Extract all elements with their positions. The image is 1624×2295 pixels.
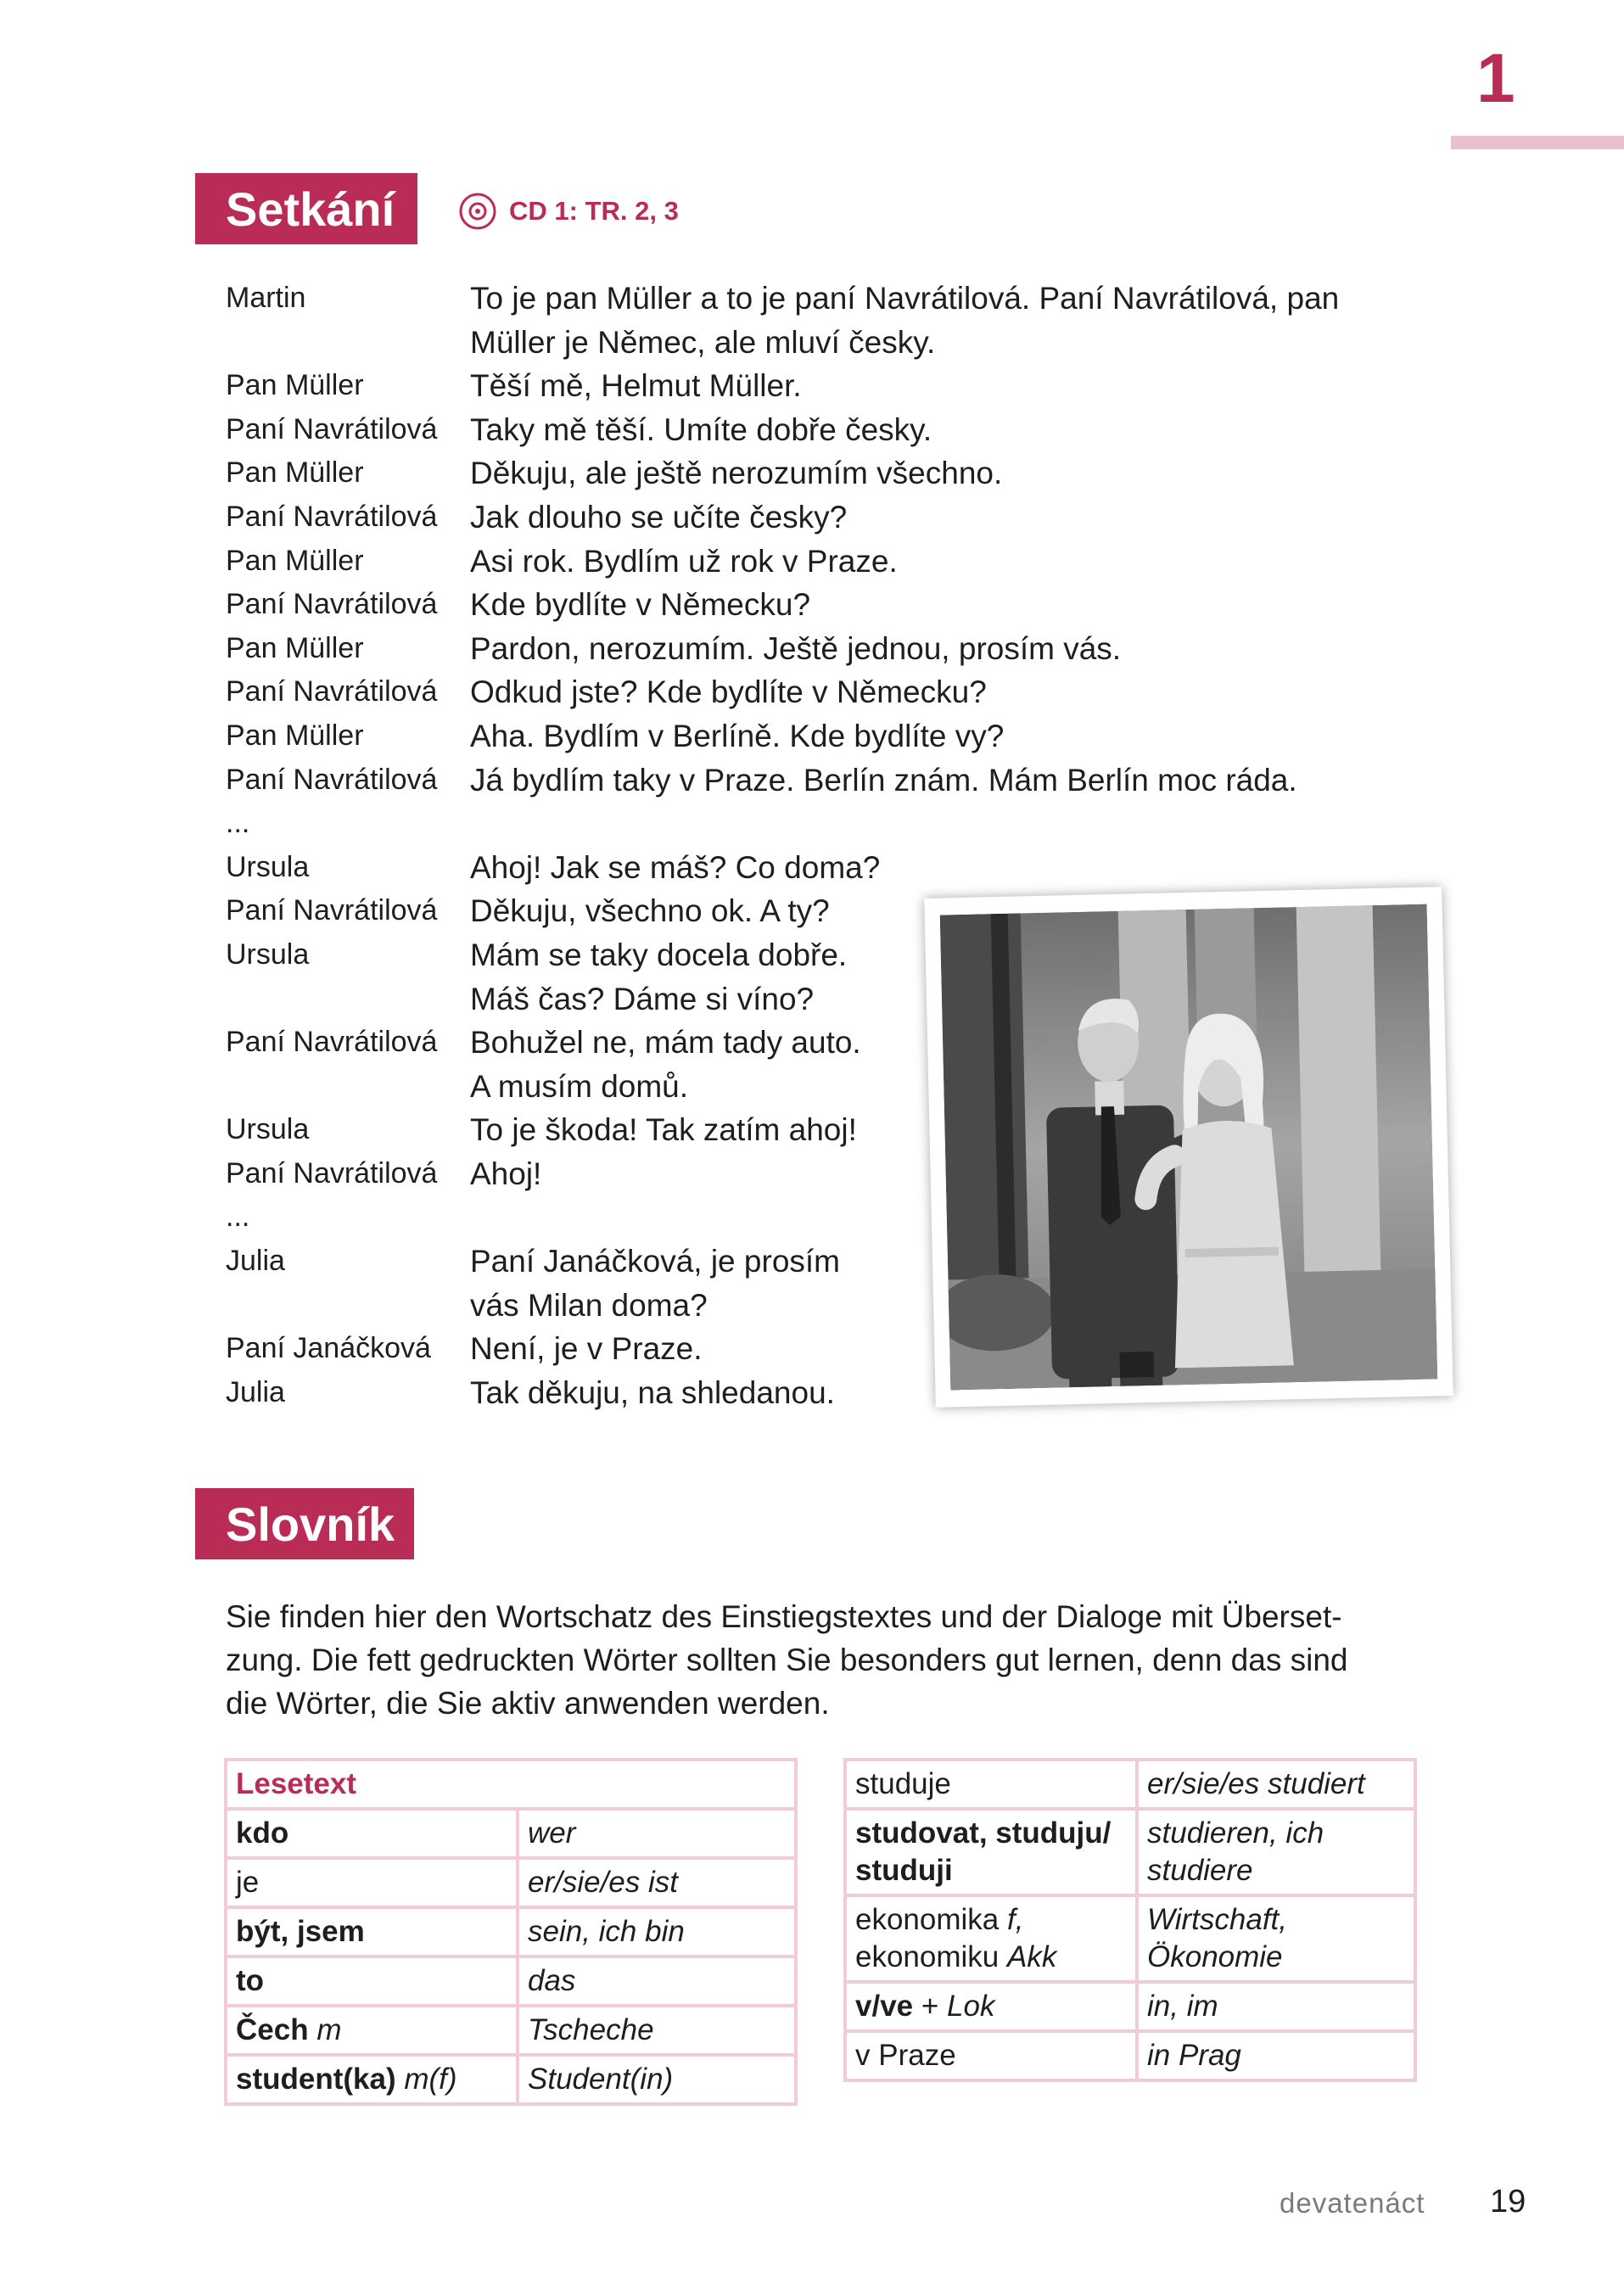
cd-track-label xyxy=(458,192,679,231)
czech-term: studuje xyxy=(847,1761,1135,1807)
speaker xyxy=(226,321,470,365)
speaker: Ursula xyxy=(226,1113,310,1146)
speaker: Pan Müller xyxy=(226,369,364,402)
section-heading-slovnik: Slovník xyxy=(195,1488,414,1559)
photo-frame xyxy=(924,887,1453,1408)
dialog-line xyxy=(226,758,1397,803)
utterance: To je škoda! Tak zatím ahoj! xyxy=(470,1112,857,1148)
dialog-line xyxy=(226,670,1397,714)
dialog-line xyxy=(226,364,1397,408)
utterance xyxy=(470,802,1397,846)
speaker: Paní Navrátilová xyxy=(226,675,438,708)
speaker: Martin xyxy=(226,282,306,314)
intro-line: zung. Die fett gedruckten Wörter sollten Sie besonders gut lernen, denn das sind xyxy=(226,1643,1348,1677)
speaker: Paní Janáčková xyxy=(226,1332,431,1365)
table-row xyxy=(227,2057,794,2102)
speaker: Pan Müller xyxy=(226,456,364,490)
utterance: Těší mě, Helmut Müller. xyxy=(470,368,802,404)
speaker: Julia xyxy=(226,1375,285,1408)
czech-term: student(ka) m(f) xyxy=(227,2057,516,2102)
utterance: Paní Janáčková, je prosím xyxy=(470,1244,840,1279)
dialog-line xyxy=(226,714,1397,758)
czech-term: v Praze xyxy=(847,2033,1135,2079)
german-translation: er/sie/es studiert xyxy=(1139,1761,1414,1807)
utterance: Ahoj! Jak se máš? Co doma? xyxy=(470,849,881,885)
german-translation: studieren, ich studiere xyxy=(1139,1811,1414,1894)
speaker: Ursula xyxy=(226,850,310,883)
speaker: Paní Navrátilová xyxy=(226,588,438,621)
dialog-line xyxy=(226,277,1397,321)
speaker xyxy=(226,977,470,1022)
dialog-line xyxy=(226,495,1397,540)
german-translation: das xyxy=(519,1958,794,2004)
utterance: Máš čas? Dáme si víno? xyxy=(470,981,815,1016)
table-row xyxy=(847,1984,1414,2029)
vocab-table-left xyxy=(224,1758,798,2106)
table-row xyxy=(227,1909,794,1955)
utterance: Kde bydlíte v Německu? xyxy=(470,587,811,623)
czech-term: ekonomika f, ekonomiku Akk xyxy=(847,1897,1135,1980)
photo-two-people-greeting xyxy=(940,904,1438,1391)
utterance: Taky mě těší. Umíte dobře česky. xyxy=(470,411,932,447)
table-row xyxy=(227,1860,794,1906)
cd-track-text: CD 1: TR. 2, 3 xyxy=(509,196,679,226)
chapter-bar xyxy=(1451,136,1624,149)
utterance: Müller je Němec, ale mluví česky. xyxy=(470,324,936,360)
speaker xyxy=(226,1284,470,1328)
utterance: Já bydlím taky v Praze. Berlín znám. Mám Berlín moc ráda. xyxy=(470,762,1297,798)
utterance: Asi rok. Bydlím už rok v Praze. xyxy=(470,543,898,579)
dialog-line xyxy=(226,627,1397,671)
czech-term: Čech m xyxy=(227,2007,516,2053)
table-row xyxy=(227,1958,794,2004)
gender-mark: m xyxy=(316,2013,342,2046)
gender-mark: m(f) xyxy=(404,2063,457,2096)
speaker: Paní Navrátilová xyxy=(226,763,438,796)
dialog-line xyxy=(226,846,1397,890)
speaker: Paní Navrátilová xyxy=(226,412,438,445)
speaker: Paní Navrátilová xyxy=(226,1156,438,1189)
czech-term: kdo xyxy=(227,1811,516,1856)
table-header: Lesetext xyxy=(227,1761,794,1807)
czech-term: být, jsem xyxy=(227,1909,516,1955)
czech-term: je xyxy=(227,1860,516,1906)
intro-paragraph xyxy=(226,1595,1388,1725)
utterance: Děkuju, ale ještě nerozumím všechno. xyxy=(470,456,1003,491)
table-row xyxy=(847,1811,1414,1894)
utterance: Děkuju, všechno ok. A ty? xyxy=(470,893,830,929)
czech-term: studovat, studuju/ studuji xyxy=(847,1811,1135,1894)
german-translation: Wirtschaft, Ökonomie xyxy=(1139,1897,1414,1980)
speaker xyxy=(226,1065,470,1109)
utterance: Odkud jste? Kde bydlíte v Německu? xyxy=(470,675,987,710)
cd-icon xyxy=(458,192,497,231)
section-heading-setkani: Setkání xyxy=(195,173,417,244)
speaker: ... xyxy=(226,807,250,840)
vocab-table-right xyxy=(843,1758,1417,2082)
german-translation: er/sie/es ist xyxy=(519,1860,794,1906)
table-row xyxy=(847,1897,1414,1980)
utterance: Aha. Bydlím v Berlíně. Kde bydlíte vy? xyxy=(470,718,1005,753)
chapter-number: 1 xyxy=(1476,40,1515,117)
page-number-word: devatenáct xyxy=(1280,2187,1425,2219)
speaker: Pan Müller xyxy=(226,544,364,577)
speaker: Pan Müller xyxy=(226,719,364,752)
utterance: Bohužel ne, mám tady auto. xyxy=(470,1025,861,1061)
german-translation: sein, ich bin xyxy=(519,1909,794,1955)
czech-term: to xyxy=(227,1958,516,2004)
utterance: Tak děkuju, na shledanou. xyxy=(470,1374,835,1410)
table-row xyxy=(227,2007,794,2053)
speaker: Julia xyxy=(226,1245,285,1278)
utterance: Není, je v Praze. xyxy=(470,1331,703,1367)
german-translation: wer xyxy=(519,1811,794,1856)
dialog-line xyxy=(226,321,1397,365)
czech-term: v/ve + Lok xyxy=(847,1984,1135,2029)
utterance: Mám se taky docela dobře. xyxy=(470,937,848,972)
speaker: Pan Müller xyxy=(226,631,364,664)
dialog-line xyxy=(226,802,1397,846)
utterance: vás Milan doma? xyxy=(470,1287,708,1323)
utterance: To je pan Müller a to je paní Navrátilová. Paní Navrátilová, pan xyxy=(470,281,1340,316)
speaker: Paní Navrátilová xyxy=(226,1026,438,1059)
page-number: 19 xyxy=(1490,2184,1526,2219)
table-row xyxy=(847,1761,1414,1807)
german-translation: Student(in) xyxy=(519,2057,794,2102)
speaker: Ursula xyxy=(226,938,310,971)
utterance: Ahoj! xyxy=(470,1156,542,1191)
table-row xyxy=(227,1811,794,1856)
dialog-line xyxy=(226,540,1397,584)
german-translation: Tscheche xyxy=(519,2007,794,2053)
table-header-row xyxy=(227,1761,794,1807)
dialog-line xyxy=(226,451,1397,495)
utterance: A musím domů. xyxy=(470,1068,689,1104)
german-translation: in, im xyxy=(1139,1984,1414,2029)
german-translation: in Prag xyxy=(1139,2033,1414,2079)
intro-line: die Wörter, die Sie aktiv anwenden werden. xyxy=(226,1686,830,1721)
intro-line: Sie finden hier den Wortschatz des Einstiegstextes und der Dialoge mit Überset- xyxy=(226,1599,1342,1634)
dialog-line xyxy=(226,408,1397,452)
speaker: ... xyxy=(226,1201,250,1234)
utterance: Pardon, nerozumím. Ještě jednou, prosím vás. xyxy=(470,630,1122,666)
dialog-line xyxy=(226,583,1397,627)
utterance: Jak dlouho se učíte česky? xyxy=(470,499,848,535)
speaker: Paní Navrátilová xyxy=(226,500,438,533)
table-row xyxy=(847,2033,1414,2079)
speaker: Paní Navrátilová xyxy=(226,894,438,927)
